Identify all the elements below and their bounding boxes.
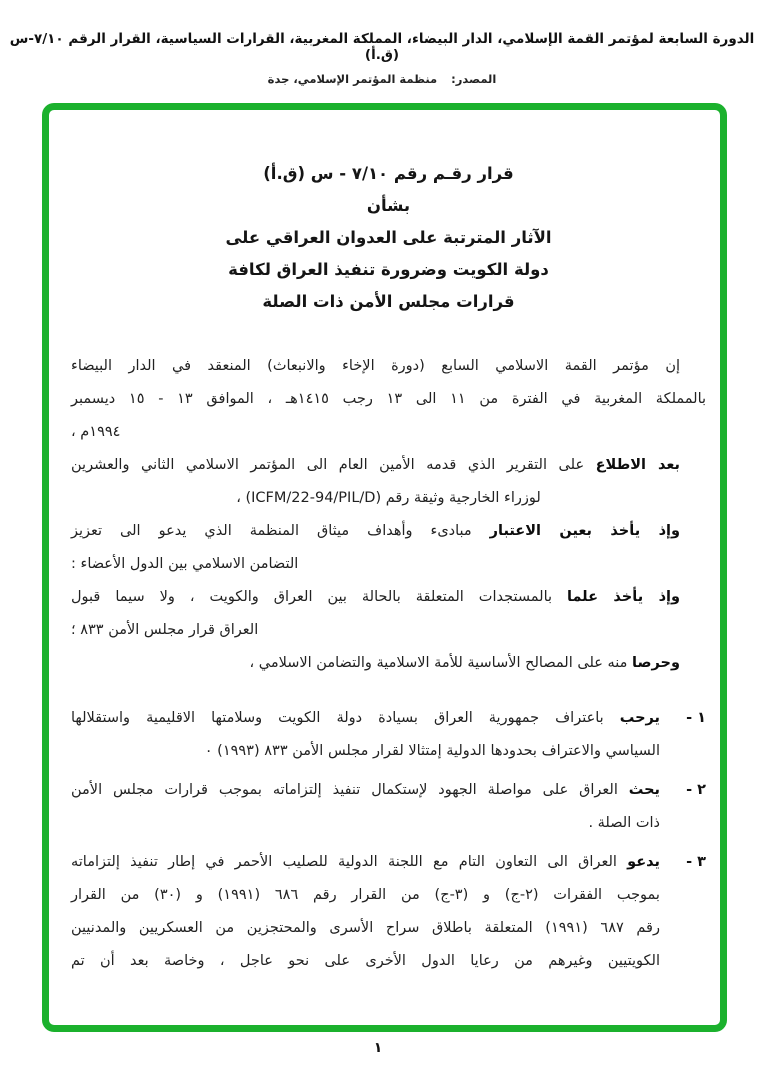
paragraph-text: مبادىء وأهداف ميثاق المنظمة الذي يدعو الى تعزيز [71, 523, 490, 539]
document-body [71, 350, 706, 978]
item-line [71, 774, 660, 807]
header-title: الدورة السابعة لمؤتمر القمة الإسلامي، الدار البيضاء، المملكة المغربية، القرارات السياسية، القرار الرقم ٧/١٠-س (ق.أ) [9, 31, 755, 63]
list-item [71, 774, 706, 840]
item-marker: ٢ - [686, 782, 706, 798]
paragraph-line: ١٩٩٤م ، [71, 424, 121, 440]
item-line-text: العراق الى التعاون التام مع اللجنة الدولية للصليب الأحمر في إطار تنفيذ إلتزاماته [71, 854, 628, 870]
item-text [71, 774, 660, 840]
item-line [71, 846, 660, 879]
page-number: ١ [373, 1040, 383, 1056]
paragraph-line [71, 515, 706, 548]
paragraph-text: منه على المصالح الأساسية للأمة الاسلامية والتضامن الاسلامي ، [249, 655, 633, 671]
paragraph-lead: بعد الاطلاع [595, 457, 680, 473]
paragraph-line: لوزراء الخارجية وثيقة رقم (ICFM/22-94/PIL/D) ، [236, 490, 541, 506]
title-line: دولة الكويت وضرورة تنفيذ العراق لكافة [228, 260, 549, 279]
title-line: بشأن [366, 196, 411, 215]
item-line [71, 702, 660, 735]
title-line: قرارات مجلس الأمن ذات الصلة [262, 292, 515, 311]
source-label: المصدر: [451, 72, 497, 86]
list-item [71, 702, 706, 768]
title-line: الآثار المترتبة على العدوان العراقي على [225, 228, 552, 247]
paragraph-line [71, 647, 706, 680]
item-text [71, 846, 660, 978]
paragraph-line [71, 581, 706, 614]
paragraph-text: على التقرير الذي قدمه الأمين العام الى المؤتمر الاسلامي الثاني والعشرين [71, 457, 596, 473]
source-value: منظمة المؤتمر الإسلامي، جدة [267, 72, 438, 86]
list-item [71, 846, 706, 978]
item-marker: ١ - [686, 710, 706, 726]
operative-clauses [71, 702, 706, 978]
paragraph-line: بالمملكة المغربية في الفترة من ١١ الى ١٣ رجب ١٤١٥هـ ، الموافق ١٣ - ١٥ ديسمبر [71, 391, 707, 407]
document-frame [42, 103, 727, 1032]
item-marker: ٣ - [686, 854, 706, 870]
item-lead: يرحب [619, 710, 660, 726]
paragraph-line [71, 449, 706, 482]
header-source [0, 72, 764, 86]
paragraph-line: التضامن الاسلامي بين الدول الأعضاء : [71, 556, 299, 572]
item-line: ذات الصلة . [588, 815, 660, 831]
item-lead: يدعو [627, 854, 660, 870]
paragraph-line: إن مؤتمر القمة الاسلامي السابع (دورة الإخاء والانبعاث) المنعقد في الدار البيضاء [71, 358, 680, 374]
decision-title [71, 158, 706, 318]
paragraph-lead: وإذ يأخذ علما [567, 589, 680, 605]
item-line-text: العراق على مواصلة الجهود لإستكمال تنفيذ إلتزاماته بموجب قرارات مجلس الأمن [71, 782, 629, 798]
paragraph-lead: وإذ يأخذ بعين الاعتبار [489, 523, 680, 539]
paragraph-text: بالمستجدات المتعلقة بالحالة بين العراق والكويت ، ولا سيما قبول [71, 589, 568, 605]
paragraph-line: العراق قرار مجلس الأمن ٨٣٣ ؛ [71, 622, 259, 638]
item-line: الكويتيين وغيرهم من رعايا الدول الأخرى على نحو عاجل ، وخاصة بعد أن تم [71, 953, 660, 969]
document-header [0, 0, 764, 86]
item-lead: يحث [628, 782, 660, 798]
item-text [71, 702, 660, 768]
item-line: السياسي والاعتراف بحدودها الدولية إمتثالا لقرار مجلس الأمن ٨٣٣ (١٩٩٣) ٠ [204, 743, 660, 759]
paragraph-lead: وحرصا [632, 655, 680, 671]
item-line: بموجب الفقرات (٢-ج) و (٣-ج) من القرار رقم ٦٨٦ (١٩٩١) و (٣٠) من القرار [71, 887, 660, 903]
title-line: قرار رقـم رقم ٧/١٠ - س (ق.أ) [263, 164, 514, 183]
item-line-text: باعتراف جمهورية العراق بسيادة دولة الكويت وسلامتها الاقليمية واستقلالها [71, 710, 620, 726]
item-line: رقم ٦٨٧ (١٩٩١) المتعلقة باطلاق سراح الأسرى والمحتجزين من العسكريين والمدنيين [71, 920, 660, 936]
